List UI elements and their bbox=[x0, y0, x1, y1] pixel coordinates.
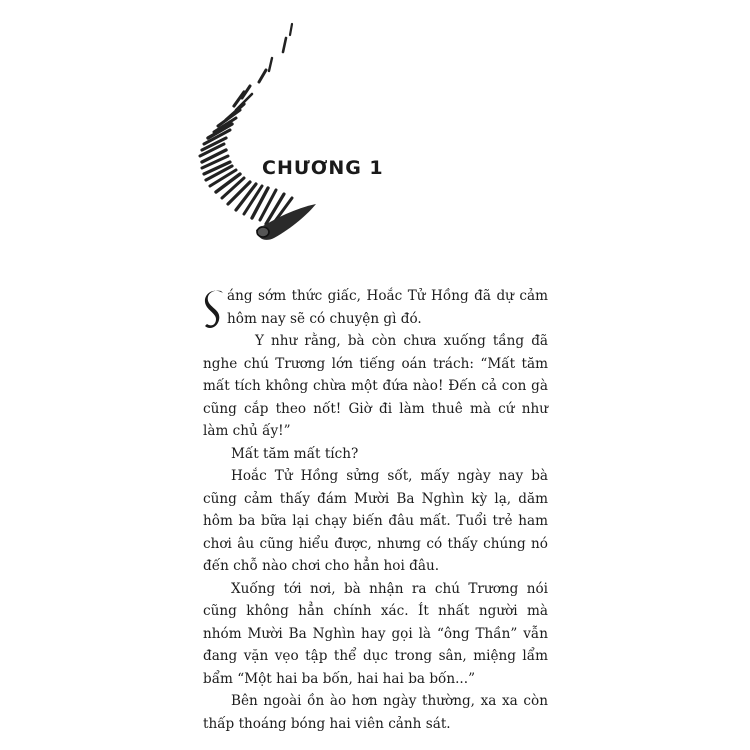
dropcap-s-brush-icon bbox=[203, 288, 225, 332]
chapter-body bbox=[203, 285, 548, 735]
paragraph-3: Mất tăm mất tích? bbox=[231, 445, 359, 462]
paragraph-1-text: áng sớm thức giấc, Hoắc Tử Hồng đã dự cảm hôm nay sẽ có chuyện gì đó. bbox=[227, 288, 548, 327]
chapter-brush-ornament bbox=[196, 18, 346, 248]
paragraph-5: Xuống tới nơi, bà nhận ra chú Trương nói cũng không hẳn chính xác. Ít nhất người mà nhóm Mười Ba Nghìn hay gọi là “ông Thần” vẫn đang vặn vẹo tập thể dục trong sân, miệng lẩm bẩm “Một hai ba bốn, hai hai ba bốn...” bbox=[203, 580, 548, 687]
paragraph-2: Y như rằng, bà còn chưa xuống tầng đã nghe chú Trương lớn tiếng oán trách: “Mất tăm mất tích không chừa một đứa nào! Đến cả con gà cũng cắp theo nốt! Giờ đi làm thuê mà cứ như làm chủ ấy!” bbox=[203, 333, 548, 439]
paragraph-4: Hoắc Tử Hồng sửng sốt, mấy ngày nay bà cũng cảm thấy đám Mười Ba Nghìn kỳ lạ, dăm hôm ba bữa lại chạy biến đâu mất. Tuổi trẻ ham chơi âu cũng hiểu được, nhưng có thấy chúng nó đến chỗ nào chơi cho hẳn hoi đâu. bbox=[203, 468, 548, 574]
paragraph-1 bbox=[203, 285, 548, 330]
chapter-title: CHƯƠNG 1 bbox=[262, 157, 384, 179]
paragraph-6: Bên ngoài ồn ào hơn ngày thường, xa xa còn thấp thoáng bóng hai viên cảnh sát. bbox=[203, 693, 548, 732]
dropcap bbox=[203, 288, 225, 332]
